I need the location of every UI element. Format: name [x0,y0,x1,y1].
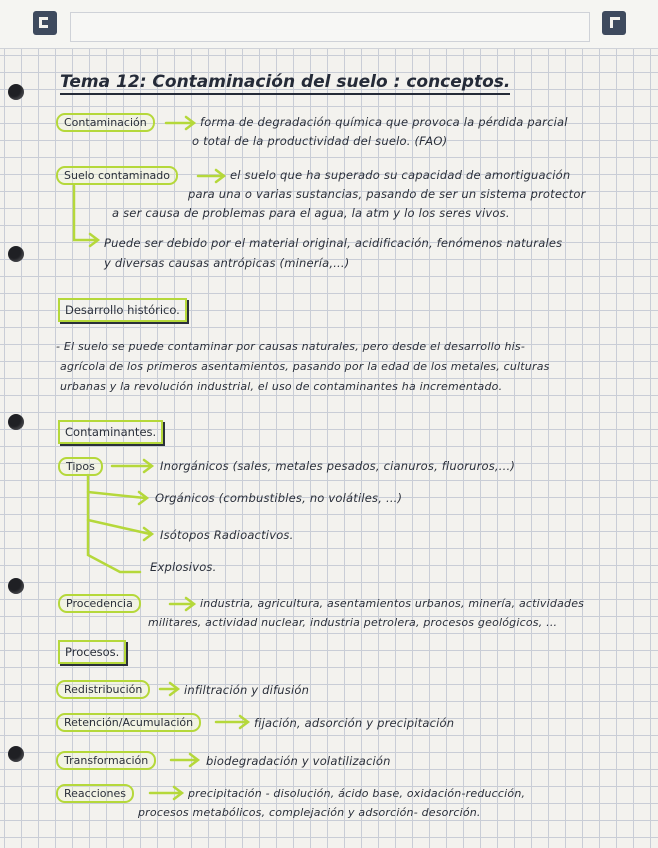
notebook-header [0,0,658,49]
heading-procesos: Procesos. [58,640,126,664]
redistribucion-text: infiltración y difusión [184,683,310,697]
suelo-definition-cont: a ser causa de problemas para el agua, la atm y lo los seres vivos. [112,206,510,220]
tag-procedencia: Procedencia [58,594,141,613]
historico-text-cont: agrícola de los primeros asentamientos, pasando por la edad de los metales, culturas [60,360,550,373]
reacciones-text-cont: procesos metabólicos, complejación y adsorción- desorción. [138,806,481,819]
tipo-explosivos: Explosivos. [150,560,217,574]
suelo-causes: Puede ser debido por el material original, acidificación, fenómenos naturales [104,236,563,250]
historico-text: - El suelo se puede contaminar por causas naturales, pero desde el desarrollo his- [56,340,526,353]
notebook-left-icon [33,11,57,35]
tag-contaminacion: Contaminación [56,113,155,132]
tag-retencion: Retención/Acumulación [56,713,201,732]
tipo-isotopos: Isótopos Radioactivos. [160,528,294,542]
procedencia-list-cont: militares, actividad nuclear, industria petrolera, procesos geológicos, ... [148,616,558,629]
tag-redistribucion: Redistribución [56,680,150,699]
tag-suelo-contaminado: Suelo contaminado [56,166,178,185]
tag-transformacion: Transformación [56,751,156,770]
reacciones-text: precipitación - disolución, ácido base, oxidación-reducción, [188,787,526,800]
binder-hole [8,246,24,262]
header-box [70,12,590,42]
tag-tipos: Tipos [58,457,103,476]
page-title: Tema 12: Contaminación del suelo : conceptos. [60,72,510,95]
retencion-text: fijación, adsorción y precipitación [254,716,455,730]
heading-desarrollo-historico: Desarrollo histórico. [58,298,187,322]
contaminacion-definition-cont: o total de la productividad del suelo. (FAO) [192,134,448,148]
transformacion-text: biodegradación y volatilización [206,754,391,768]
binder-hole [8,578,24,594]
procedencia-list: industria, agricultura, asentamientos urbanos, minería, actividades [200,597,585,610]
suelo-definition-cont: para una o varias sustancias, pasando de ser un sistema protector [188,187,586,201]
notebook-right-icon [602,11,626,35]
tag-reacciones: Reacciones [56,784,134,803]
binder-hole [8,84,24,100]
tipo-inorganicos: Inorgánicos (sales, metales pesados, cianuros, fluoruros,...) [160,459,516,473]
contaminacion-definition: forma de degradación química que provoca la pérdida parcial [200,115,568,129]
binder-hole [8,414,24,430]
binder-hole [8,746,24,762]
tipo-organicos: Orgánicos (combustibles, no volátiles, ...) [155,491,403,505]
suelo-definition: el suelo que ha superado su capacidad de amortiguación [230,168,571,182]
heading-contaminantes: Contaminantes. [58,420,163,444]
suelo-causes-cont: y diversas causas antrópicas (minería,...) [104,256,350,270]
historico-text-cont: urbanas y la revolución industrial, el uso de contaminantes ha incrementado. [60,380,503,393]
